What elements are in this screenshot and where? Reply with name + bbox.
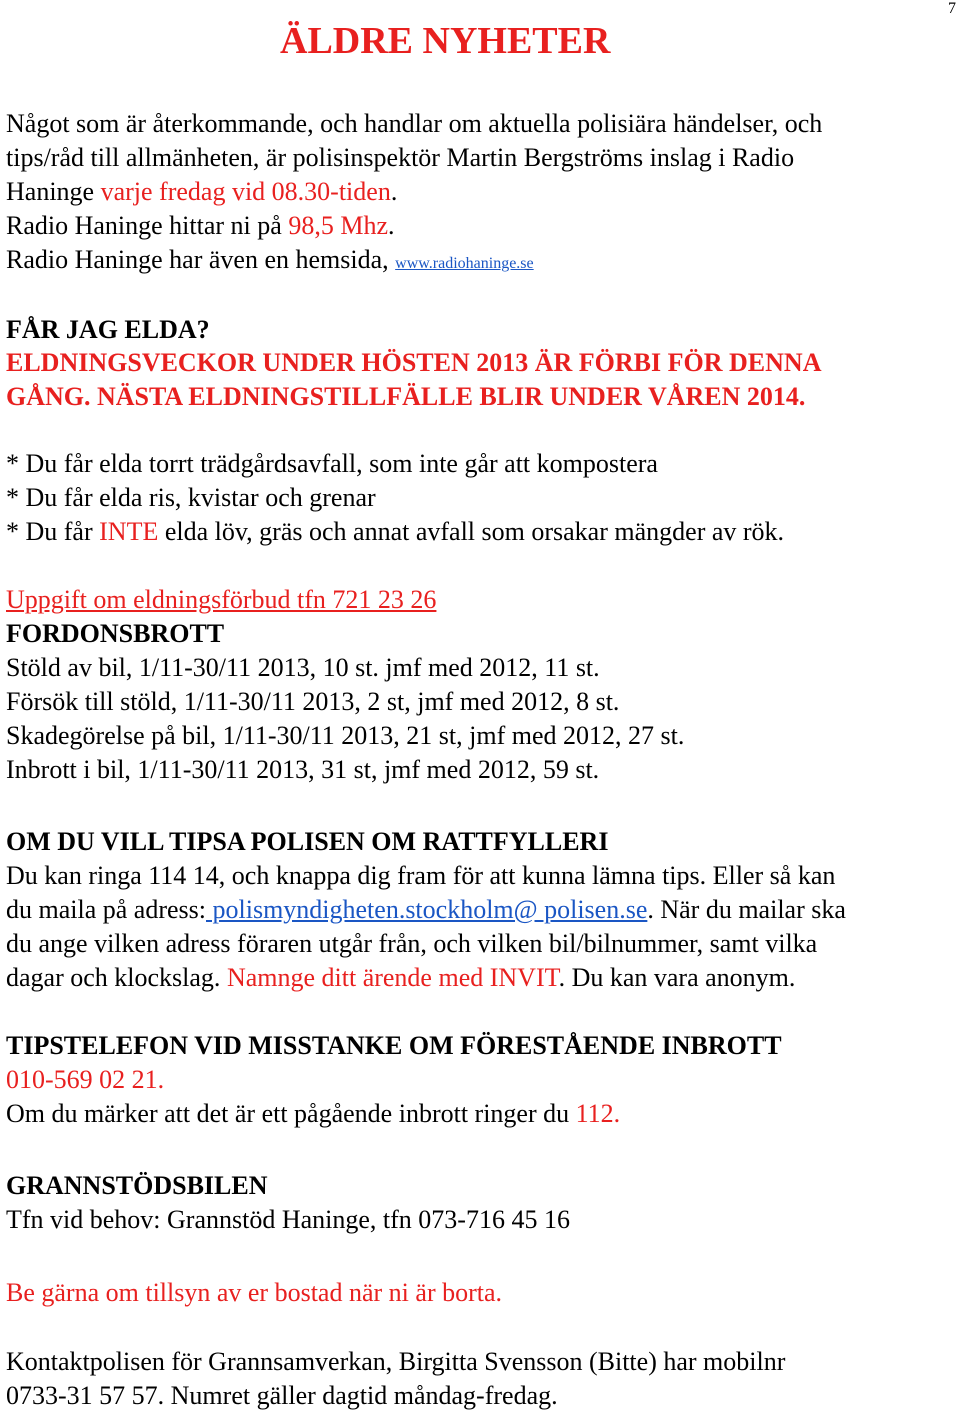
- fire-rule-2: * Du får elda ris, kvistar och grenar: [6, 483, 376, 512]
- radio-frequency: 98,5 Mhz: [288, 211, 388, 240]
- radio-paragraph-line-4: [6, 209, 395, 243]
- punctuation: .: [390, 177, 398, 206]
- dui-text: dagar och klockslag.: [6, 963, 227, 992]
- vehicle-stat-theft: Stöld av bil, 1/11-30/11 2013, 10 st. jmf med 2012, 11 st.: [6, 653, 600, 682]
- vehicle-stat-attempted-theft: Försök till stöld, 1/11-30/11 2013, 2 st, jmf med 2012, 8 st.: [6, 687, 620, 716]
- emergency-number: 112.: [575, 1099, 621, 1128]
- page-number: 7: [948, 0, 956, 17]
- tip-phone-number: 010-569 02 21.: [6, 1065, 165, 1094]
- tip-phone-heading: TIPSTELEFON VID MISSTANKE OM FÖRESTÅENDE INBROTT: [6, 1031, 782, 1060]
- contact-line-2: 0733-31 57 57. Numret gäller dagtid måndag-fredag.: [6, 1381, 558, 1410]
- neighbor-car-heading: GRANNSTÖDSBILEN: [6, 1171, 268, 1200]
- fire-notice-line-2: GÅNG. NÄSTA ELDNINGSTILLFÄLLE BLIR UNDER VÅREN 2014.: [6, 382, 806, 411]
- rule-text: * Du får: [6, 517, 100, 546]
- dui-heading: OM DU VILL TIPSA POLISEN OM RATTFYLLERI: [6, 827, 609, 856]
- vehicle-stat-burglary: Inbrott i bil, 1/11-30/11 2013, 31 st, jmf med 2012, 59 st.: [6, 755, 600, 784]
- tip-phone-line-2: [6, 1097, 620, 1131]
- dui-line-4: [6, 961, 795, 995]
- fire-notice-line-1: ELDNINGSVECKOR UNDER HÖSTEN 2013 ÄR FÖRBI FÖR DENNA: [6, 348, 822, 377]
- radio-paragraph-line-3: [6, 175, 397, 209]
- punctuation: .: [388, 211, 395, 240]
- home-watch-reminder: Be gärna om tillsyn av er bostad när ni är borta.: [6, 1278, 503, 1307]
- dui-text: . När du mailar ska: [647, 895, 846, 924]
- dui-line-2: [6, 893, 846, 927]
- neighbor-car-phone: Tfn vid behov: Grannstöd Haninge, tfn 073-716 45 16: [6, 1205, 570, 1234]
- radio-website-link[interactable]: www.radiohaninge.se: [395, 255, 534, 272]
- dui-line-1: Du kan ringa 114 14, och knappa dig fram för att kunna lämna tips. Eller så kan: [6, 861, 836, 890]
- dui-text: . Du kan vara anonym.: [558, 963, 796, 992]
- fire-heading: FÅR JAG ELDA?: [6, 315, 210, 344]
- dui-text: du maila på adress:: [6, 895, 206, 924]
- rule-text: elda löv, gräs och annat avfall som orsakar mängder av rök.: [158, 517, 785, 546]
- radio-paragraph-line-5: [6, 243, 534, 281]
- radio-text: Radio Haninge hittar ni på: [6, 211, 289, 240]
- broadcast-time: varje fredag vid 08.30-tiden: [100, 177, 391, 206]
- page-title: ÄLDRE NYHETER: [280, 20, 611, 62]
- dui-line-3: du ange vilken adress föraren utgår från, och vilken bil/bilnummer, samt vilka: [6, 929, 818, 958]
- dui-invit-notice: Namnge ditt ärende med INVIT: [226, 963, 559, 992]
- radio-text: Radio Haninge har även en hemsida,: [6, 245, 396, 274]
- rule-emphasis: INTE: [99, 517, 159, 546]
- fire-rule-1: * Du får elda torrt trädgårdsavfall, som inte går att kompostera: [6, 449, 658, 478]
- police-email-link[interactable]: polismyndigheten.stockholm@ polisen.se: [206, 895, 648, 924]
- vehicle-crime-heading: FORDONSBROTT: [6, 619, 225, 648]
- fire-ban-phone-info: Uppgift om eldningsförbud tfn 721 23 26: [6, 585, 437, 614]
- radio-text: Haninge: [6, 177, 101, 206]
- radio-paragraph-line-2: tips/råd till allmänheten, är polisinspektör Martin Bergströms inslag i Radio: [6, 143, 795, 172]
- radio-paragraph-line-1: Något som är återkommande, och handlar om aktuella polisiära händelser, och: [6, 109, 823, 138]
- tip-text: Om du märker att det är ett pågående inbrott ringer du: [6, 1099, 576, 1128]
- fire-rule-3: [6, 515, 784, 549]
- vehicle-stat-vandalism: Skadegörelse på bil, 1/11-30/11 2013, 21 st, jmf med 2012, 27 st.: [6, 721, 685, 750]
- contact-line-1: Kontaktpolisen för Grannsamverkan, Birgitta Svensson (Bitte) har mobilnr: [6, 1347, 786, 1376]
